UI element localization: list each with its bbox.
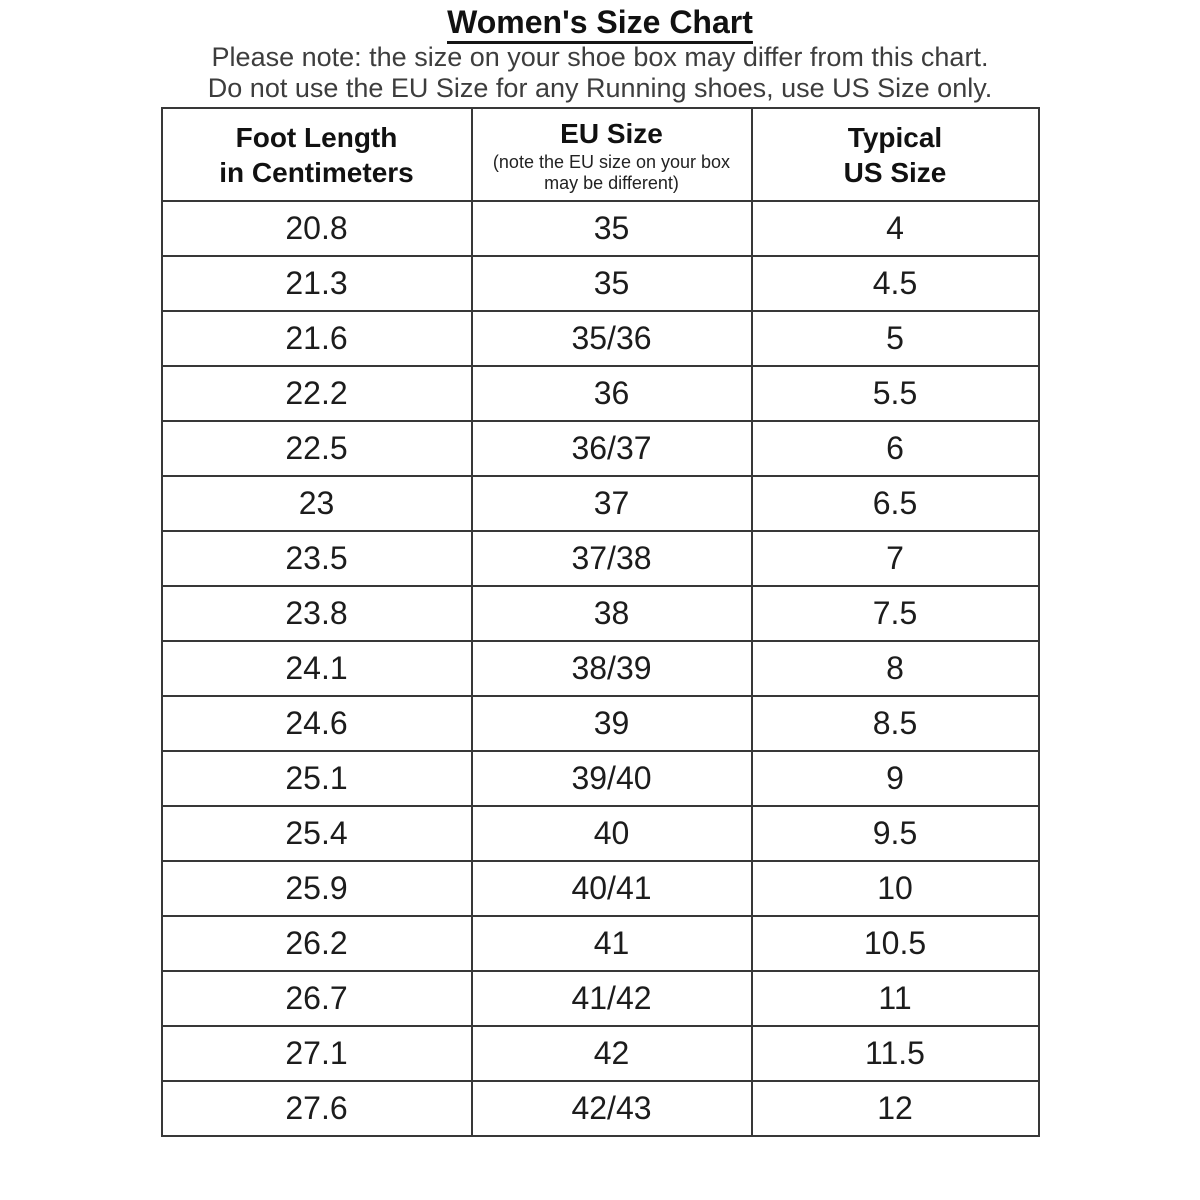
column-header-eu-size: [472, 108, 752, 201]
cell-eu-size: 39/40: [472, 751, 752, 806]
page-title-text: Women's Size Chart: [447, 4, 753, 44]
cell-eu-size: 38/39: [472, 641, 752, 696]
cell-eu-size: 42: [472, 1026, 752, 1081]
eu-size-note-line2: may be different): [544, 172, 679, 193]
cell-us-size: 7: [752, 531, 1039, 586]
cell-foot-length-cm: 22.5: [162, 421, 472, 476]
table-row: [162, 971, 1039, 1026]
table-row: [162, 421, 1039, 476]
us-size-line2: US Size: [843, 156, 947, 188]
table-row: [162, 531, 1039, 586]
foot-length-line1: Foot Length: [235, 121, 398, 153]
cell-us-size: 4: [752, 201, 1039, 256]
cell-foot-length-cm: 20.8: [162, 201, 472, 256]
cell-eu-size: 35: [472, 256, 752, 311]
cell-foot-length-cm: 27.6: [162, 1081, 472, 1136]
cell-foot-length-cm: 22.2: [162, 366, 472, 421]
cell-us-size: 6: [752, 421, 1039, 476]
cell-us-size: 10.5: [752, 916, 1039, 971]
table-row: [162, 1081, 1039, 1136]
cell-eu-size: 41/42: [472, 971, 752, 1026]
table-row: [162, 861, 1039, 916]
cell-us-size: 9.5: [752, 806, 1039, 861]
cell-foot-length-cm: 23.8: [162, 586, 472, 641]
page-title: [0, 4, 1200, 40]
note-line-2: Do not use the EU Size for any Running shoes, use US Size only.: [207, 73, 993, 103]
cell-us-size: 8: [752, 641, 1039, 696]
cell-eu-size: 40/41: [472, 861, 752, 916]
cell-eu-size: 35/36: [472, 311, 752, 366]
cell-foot-length-cm: 25.4: [162, 806, 472, 861]
table-row: [162, 1026, 1039, 1081]
cell-us-size: 10: [752, 861, 1039, 916]
cell-foot-length-cm: 23.5: [162, 531, 472, 586]
cell-us-size: 9: [752, 751, 1039, 806]
us-size-header-text: [753, 120, 1038, 190]
cell-foot-length-cm: 25.9: [162, 861, 472, 916]
table-row: [162, 641, 1039, 696]
table-row: [162, 806, 1039, 861]
cell-foot-length-cm: 27.1: [162, 1026, 472, 1081]
cell-foot-length-cm: 23: [162, 476, 472, 531]
table-row: [162, 476, 1039, 531]
cell-eu-size: 41: [472, 916, 752, 971]
cell-foot-length-cm: 21.3: [162, 256, 472, 311]
cell-foot-length-cm: 24.1: [162, 641, 472, 696]
cell-us-size: 6.5: [752, 476, 1039, 531]
column-header-us-size: [752, 108, 1039, 201]
table-row: [162, 696, 1039, 751]
cell-us-size: 11.5: [752, 1026, 1039, 1081]
eu-size-note-line1: (note the EU size on your box: [492, 151, 731, 172]
cell-eu-size: 35: [472, 201, 752, 256]
eu-size-header-note: [473, 152, 751, 194]
note-line-1: Please note: the size on your shoe box may differ from this chart.: [211, 42, 989, 72]
cell-eu-size: 36: [472, 366, 752, 421]
header-row: [162, 108, 1039, 201]
cell-foot-length-cm: 25.1: [162, 751, 472, 806]
table-row: [162, 366, 1039, 421]
cell-us-size: 7.5: [752, 586, 1039, 641]
table-row: [162, 916, 1039, 971]
cell-eu-size: 40: [472, 806, 752, 861]
cell-eu-size: 38: [472, 586, 752, 641]
size-chart-table: [161, 107, 1040, 1137]
cell-us-size: 11: [752, 971, 1039, 1026]
table-row: [162, 586, 1039, 641]
table-row: [162, 751, 1039, 806]
cell-foot-length-cm: 24.6: [162, 696, 472, 751]
foot-length-line2: in Centimeters: [219, 156, 414, 188]
size-chart-body: [162, 201, 1039, 1136]
us-size-line1: Typical: [847, 121, 943, 153]
cell-eu-size: 42/43: [472, 1081, 752, 1136]
cell-us-size: 8.5: [752, 696, 1039, 751]
table-row: [162, 256, 1039, 311]
table-row: [162, 201, 1039, 256]
cell-us-size: 12: [752, 1081, 1039, 1136]
column-header-foot-length: [162, 108, 472, 201]
cell-foot-length-cm: 21.6: [162, 311, 472, 366]
cell-eu-size: 37: [472, 476, 752, 531]
table-row: [162, 311, 1039, 366]
foot-length-header-text: [163, 120, 471, 190]
eu-size-header-text: EU Size: [560, 117, 663, 149]
cell-foot-length-cm: 26.7: [162, 971, 472, 1026]
cell-us-size: 5: [752, 311, 1039, 366]
cell-us-size: 5.5: [752, 366, 1039, 421]
cell-eu-size: 39: [472, 696, 752, 751]
cell-foot-length-cm: 26.2: [162, 916, 472, 971]
cell-eu-size: 36/37: [472, 421, 752, 476]
cell-eu-size: 37/38: [472, 531, 752, 586]
cell-us-size: 4.5: [752, 256, 1039, 311]
